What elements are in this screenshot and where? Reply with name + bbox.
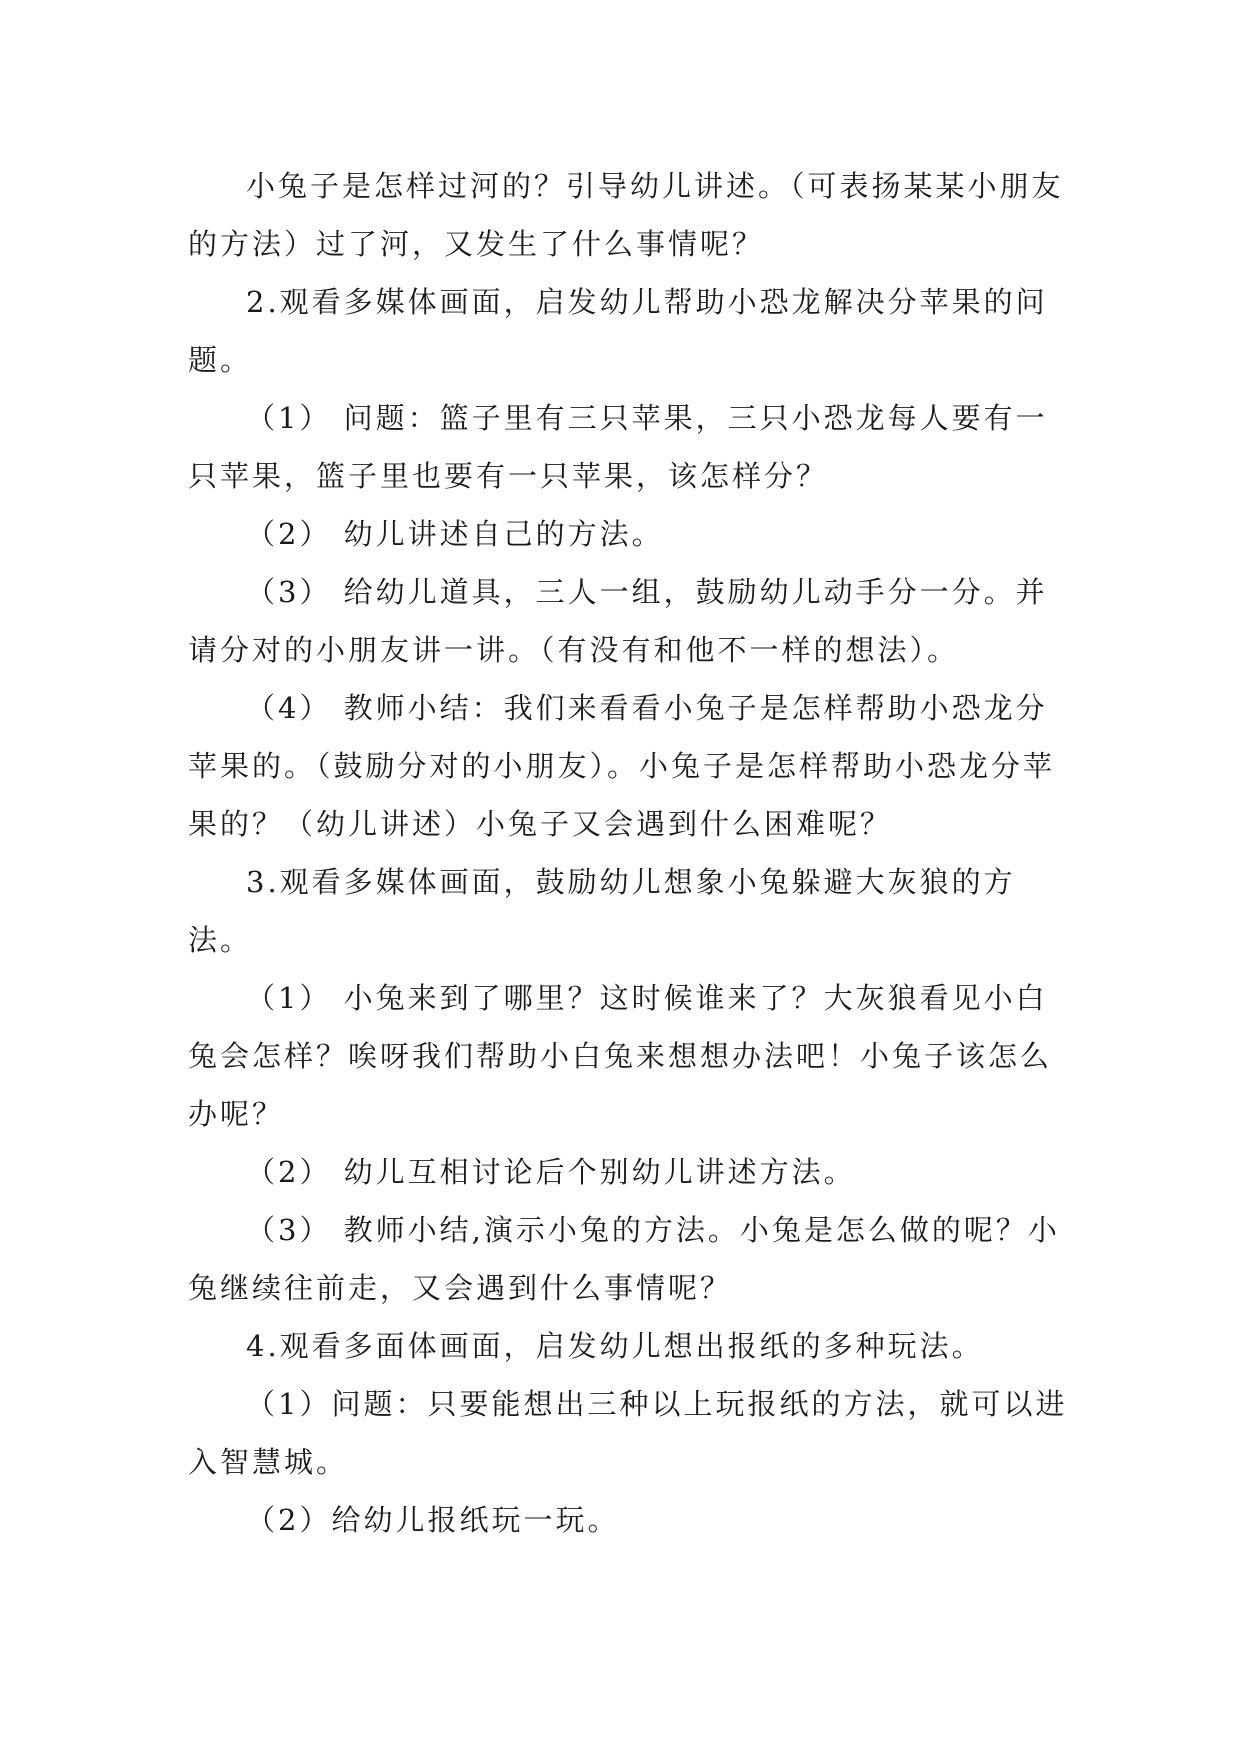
- paragraph-step-4-item-2: （2）给幼儿报纸玩一玩。: [246, 1503, 620, 1537]
- paragraph-step-4-heading: 4.观看多面体画面，启发幼儿想出报纸的多种玩法。: [246, 1329, 984, 1363]
- paragraph-step-2-item-1: （1） 问题：篮子里有三只苹果，三只小恐龙每人要有一只苹果，篮子里也要有一只苹果，该怎样分？: [188, 401, 1048, 493]
- paragraph-step-3-item-1: （1） 小兔来到了哪里？这时候谁来了？大灰狼看见小白兔会怎样？唉呀我们帮助小白兔来想想办法吧！小兔子该怎么办呢？: [188, 981, 1053, 1131]
- paragraph-step-2-item-2: （2） 幼儿讲述自己的方法。: [246, 517, 664, 551]
- paragraph-step-4-item-1: （1）问题：只要能想出三种以上玩报纸的方法，就可以进入智慧城。: [188, 1387, 1068, 1479]
- paragraph-step-2-item-4: （4） 教师小结：我们来看看小兔子是怎样帮助小恐龙分苹果的。（鼓励分对的小朋友）。小兔子是怎样帮助小恐龙分苹果的？（幼儿讲述）小兔子又会遇到什么困难呢？: [188, 691, 1056, 841]
- paragraph-step-2-item-3: （3） 给幼儿道具，三人一组，鼓励幼儿动手分一分。并请分对的小朋友讲一讲。（有没有和他不一样的想法）。: [188, 575, 1048, 667]
- paragraph-step-2-heading: 2.观看多媒体画面，启发幼儿帮助小恐龙解决分苹果的问题。: [188, 285, 1048, 377]
- document-body: [188, 157, 1068, 1549]
- paragraph-step-3-heading: 3.观看多媒体画面，鼓励幼儿想象小兔躲避大灰狼的方法。: [188, 865, 1016, 957]
- paragraph-intro: 小兔子是怎样过河的？引导幼儿讲述。（可表扬某某小朋友的方法）过了河，又发生了什么事情呢？: [188, 169, 1064, 261]
- paragraph-step-3-item-3: （3） 教师小结,演示小兔的方法。小兔是怎么做的呢？小兔继续往前走，又会遇到什么事情呢？: [188, 1213, 1060, 1305]
- paragraph-step-3-item-2: （2） 幼儿互相讨论后个别幼儿讲述方法。: [246, 1155, 856, 1189]
